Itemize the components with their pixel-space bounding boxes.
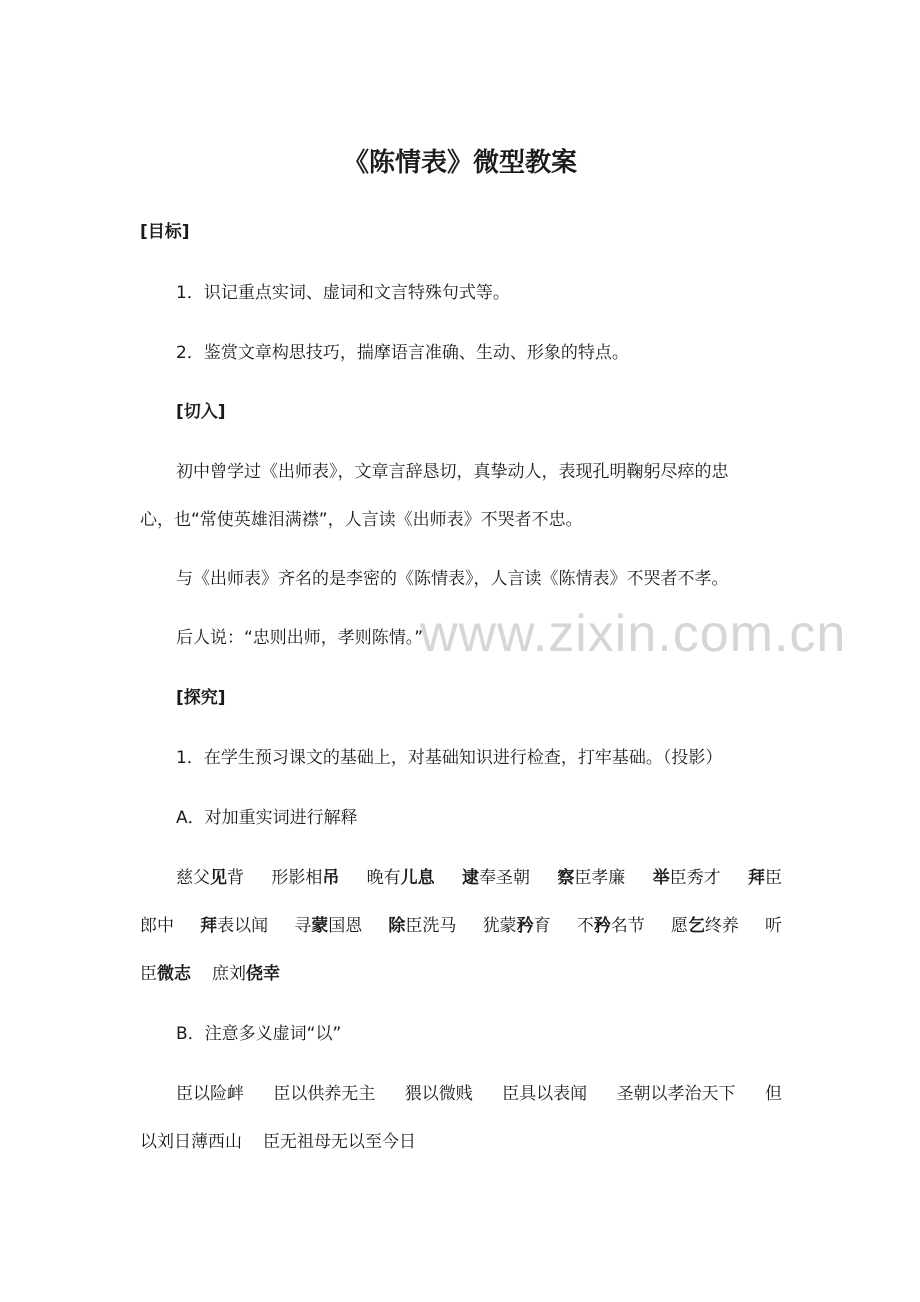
yi-example: 以刘日薄西山	[140, 1132, 242, 1152]
vocab-term: 举臣秀才	[652, 868, 721, 888]
vocab-term: 形影相吊	[271, 868, 340, 888]
yi-example: 臣以供养无主	[273, 1084, 376, 1104]
vocab-row-3	[140, 962, 782, 986]
vocab-term: 晚有儿息	[366, 868, 435, 888]
vocab-term: 臣微志	[140, 964, 191, 984]
vocab-row-2	[140, 914, 782, 938]
vocab-term: 寻蒙国恩	[294, 916, 363, 936]
goal-item-1: 1．识记重点实词、虚词和文言特殊句式等。	[176, 283, 510, 303]
explore-sub-a: A．对加重实词进行解释	[176, 808, 358, 828]
vocab-term: 逮奉圣朝	[461, 868, 530, 888]
vocab-term: 拜表以闻	[200, 916, 269, 936]
yi-example: 臣无祖母无以至今日	[263, 1132, 416, 1152]
watermark: www.zixin.com.cn	[420, 605, 847, 663]
vocab-term: 听	[764, 916, 782, 936]
intro-paragraph-1-line-1: 初中曾学过《出师表》，文章言辞恳切，真挚动人，表现孔明鞠躬尽瘁的忠	[176, 462, 729, 482]
yi-row-2	[140, 1130, 782, 1154]
vocab-term: 拜臣	[747, 868, 782, 888]
vocab-term: 愿乞终养	[670, 916, 739, 936]
yi-example: 臣具以表闻	[502, 1084, 588, 1104]
yi-example: 猥以微贱	[404, 1084, 473, 1104]
yi-example: 但	[764, 1084, 782, 1104]
vocab-term: 察臣孝廉	[557, 868, 626, 888]
section-heading-explore: [探究]	[176, 688, 226, 708]
yi-example: 圣朝以孝治天下	[616, 1084, 736, 1104]
page-title: 《陈情表》微型教案	[342, 148, 577, 178]
vocab-term: 不矜名节	[576, 916, 645, 936]
intro-paragraph-1-line-2: 心，也“常使英雄泪满襟”，人言读《出师表》不哭者不忠。	[140, 510, 583, 530]
intro-paragraph-2: 与《出师表》齐名的是李密的《陈情表》，人言读《陈情表》不哭者不孝。	[176, 569, 729, 589]
vocab-term: 犹蒙矜育	[482, 916, 551, 936]
vocab-term: 郎中	[140, 916, 174, 936]
section-heading-intro: [切入]	[176, 402, 226, 422]
vocab-term: 慈父见背	[176, 868, 244, 888]
goal-item-2: 2．鉴赏文章构思技巧，揣摩语言准确、生动、形象的特点。	[176, 343, 629, 363]
section-heading-goals: [目标]	[140, 222, 190, 242]
vocab-term: 庶刘侥幸	[212, 964, 280, 984]
vocab-term: 除臣洗马	[388, 916, 457, 936]
vocab-row-1	[176, 866, 782, 890]
yi-example: 臣以险衅	[176, 1084, 244, 1104]
explore-item-1: 1．在学生预习课文的基础上，对基础知识进行检查，打牢基础。（投影）	[176, 748, 723, 768]
explore-sub-b: B．注意多义虚词“以”	[176, 1024, 342, 1044]
intro-paragraph-3: 后人说：“忠则出师，孝则陈情。”	[176, 628, 424, 648]
yi-row-1	[176, 1082, 782, 1106]
